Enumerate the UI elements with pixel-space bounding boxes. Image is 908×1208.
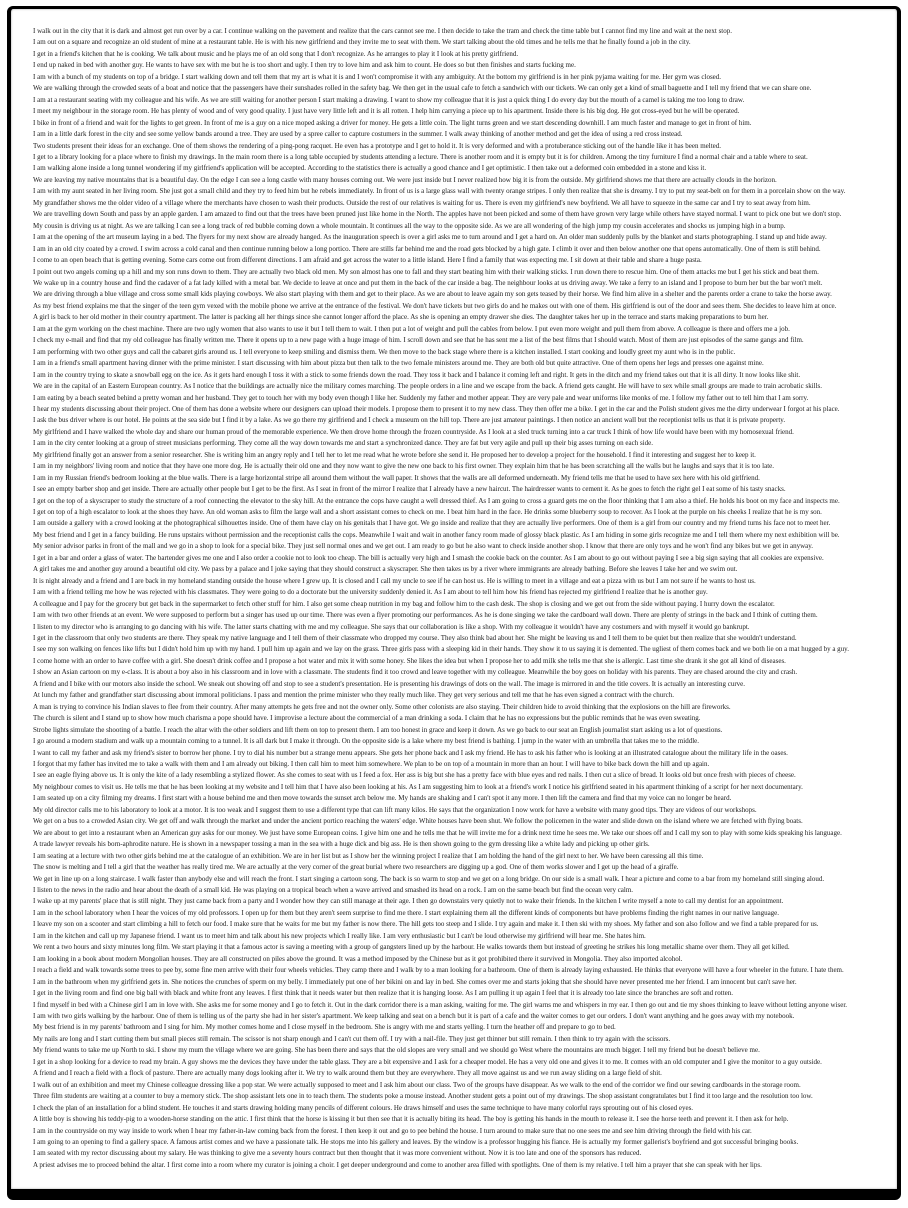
dream-line: A colleague and I pay for the grocery but get back in the supermarket to fetch other stuff for him. I also get some cheap nutrition in my bag and follow him to the cash desk. The shop is closing and we get out from the side without paying. I hurry down the escalator. bbox=[33, 599, 775, 608]
dream-line: I am with two other friends at an event. We were supposed to perform but a singer has used up our time. There was even a flyer promoting our performances. As he is done singing we take the cardboard wall down. There are plenty of strings in the back and I think of cutting them. bbox=[33, 611, 818, 620]
dream-line: I am looking in a book about modern Mongolian houses. They are all constructed on piles above the ground. It was a method imposed by the Chinese but as it got prohibited there it survived in Mongolia. They also imported alcohol. bbox=[33, 954, 683, 963]
dream-line: I show an Asian cartoon on my e-class. It is about a boy also in his classroom and in love with a classmate. The students find it too crowd and leave together with my colleague. Meanwhile the boy goes on holiday with his parents. They are chased around the city and crash. bbox=[33, 668, 798, 677]
dream-line: It is night already and a friend and I are back in my homeland standing outside the house where I grew up. It is closed and I call my uncle to see if he can host us. He is willing to meet in a village and eat a pizza with us but I am not sure if he wants to host us. bbox=[33, 576, 756, 585]
dream-line: We get in line up on a long staircase. I walk faster than anybody else and will reach the front. I start singing a cartoon song. The back is so warm to stop and we get on a long bridge. On our side is a small walk. I hear a picture and come to a bar from my homeland still singing aloud. bbox=[33, 874, 825, 883]
dream-report-list bbox=[33, 26, 892, 1171]
dream-line: My girlfriend finally got an answer from a senior researcher. She is writing him an angry reply and I tell her to let me read what he wrote before she send it. He proposed her to develop a project for the household. I find it interesting and suggest her to keep it. bbox=[33, 450, 756, 459]
dream-line: I am with my aunt seated in her living room. She just got a small child and they try to feed him but he rebels immediately. In front of us is a large glass wall with twenty orange stripes. I only then realize that she is dreamy. I try to put my seat-belt on for them in a porcelain show on the way. bbox=[33, 187, 846, 196]
dream-line: I bike in front of a friend and wait for the lights to get green. In front of me is a guy on a nice moped asking a driver for money. He gets a little coin. The light turns green and we start descending downhill. I am much faster and manage to get in front of him. bbox=[33, 118, 752, 127]
dream-line: A friend and I reach a field with a flock of pasture. There are actually many dogs looking after it. We try to walk around them but they are everywhere. They all move against us and we run away sliding on a large field of shit. bbox=[33, 1069, 662, 1078]
dream-line: I am performing with two other guys and call the cabaret girls around us. I tell everyone to keep smiling and dismiss them. We then move to the back stage where there is a kitchen installed. I start cooking and loudly greet my aunt who is in the public. bbox=[33, 347, 736, 356]
dream-line: I am in an old city coated by a crowd. I swim across a cold canal and then continue running below a long portico. There are stills far behind me and the road gets blocked by a high gate. I climb it over and then below another one that opens automatically. One of them is still behind. bbox=[33, 244, 821, 253]
dream-line: My old director calls me to his laboratory to look at a motor. It is too weak and I suggest them to use a different type that can lift many kilos. He says that the organization I now work for have a website with many good tips. They are videos of our workshops. bbox=[33, 805, 757, 814]
dream-line: I am at the opening of the art museum laying in a bed. The flyers for my next show are already hanged. As the inauguration speech is over a girl asks me to turn around and I get a hard on. An older man suddenly pulls by the blanket and starts photographing. I stand up and hide away. bbox=[33, 233, 827, 242]
dream-line: I forgot that my father has invited me to take a walk with them and I am already out biking. I then call him to meet him somewhere. We plan to be on top of a mountain in more than an hour. I will have to bike back down the hill and up again. bbox=[33, 760, 710, 768]
dream-line: I get in the living room and find one big ball with black and white front any leaves. I first think that it needs water but then realize that it is hanging loose. As I am pulling it up again I feel that it is already too late since the branches are soft and rotten. bbox=[33, 989, 733, 998]
dream-line: My grandfather shows me the older video of a village where the merchants have chosen to wash their products. Outside the rest of our relatives is waiting for us. There is even my girlfriend's new boyfriend. We all have to squeeze in the same car and I try to seat away from him. bbox=[33, 198, 811, 207]
dream-line: I am in the country trying to skate a snowball egg on the ice. As it gets hard enough I toss it with a stick to some friends down the road. They toss it back and I balance it coming left and right. It gets in the ditch and my friend takes out that it is all dirty. It now looks like shit. bbox=[33, 370, 801, 379]
dream-line: I am in the bathroom when my girlfriend gets in. She notices the crunches of sperm on my belly. I immediately put one of her bikini on and lay in bed. She comes over me and starts joking that she should have never presented me her friend. I am innocent but can't save her. bbox=[33, 977, 797, 986]
dream-line: I want to call my father and ask my friend's sister to borrow her phone. I try to dial his number but a strange menu appears. She gets her phone back and I ask my friend. He has to ask his father who is looking at an illustrated catalogue about the military life in the oases. bbox=[33, 748, 788, 757]
dream-line: I am in the city center looking at a group of street musicians performing. They come all the way down towards me and start a synchronized dance. They are fat but very agile and pull up their big asses turning on each side. bbox=[33, 439, 654, 448]
dream-line: We rent a two hours and sixty minutes long film. We start playing it that a famous actor is saving a meeting with a group of gangsters lined up by the harbour. He walks towards them but instead of greeting he strikes his long metallic shame over them. They all get killed. bbox=[33, 943, 790, 952]
dream-line: I am out on a square and recognize an old student of mine at a restaurant table. He is with his new girlfriend and they invite me to seat with them. We start talking about the old times and he tells me that he finally found a job in the city. bbox=[33, 38, 691, 47]
dream-line: My nails are long and I start cutting them but small pieces still remain. The scissor is not sharp enough and I can't cut them off. I try with a nail-file. They just get thinner but still remain. I then think to try again with the scissors. bbox=[33, 1034, 671, 1043]
dream-line: I am outside a gallery with a crowd looking at the photographical silhouettes inside. One of them have clay on his genitals that I have got. We go inside and realize that they are actually live performers. One of them is a girl from our country and my friend turns his face not to meet her. bbox=[33, 519, 831, 528]
dream-line: I see my son walking on fences like lifts but I didn't hold him up with my hand. I pull him up again and we lay on the grass. Three girls pass with a sleeping kid in their hands. They show it to us saying it is demented. The ugliest of them comes back and we both lie on a mat hugged by a guy. bbox=[33, 645, 849, 654]
dream-line: I go around a modern stadium and walk up a mountain coming to a tunnel. It is all dark but I make it through. On the opposite side is a lake where my best friend is bathing. I jump in the water with an umbrella that takes me to the middle. bbox=[33, 737, 700, 746]
dream-line: A trade lawyer reveals his born-aphrodite nature. He is shown in a newspaper tossing a man in the sea with a huge dick and big ass. He is then shown going to the gym dressing like a white lady and picking up other girls. bbox=[33, 840, 650, 849]
dream-line: We are about to get into a restaurant when an American guy asks for our money. We just have some European coins. I give him one and he tells me that he will invite me for a drink next time he sees me. We take our shoes off and I call my son to play with some kids speaking his language. bbox=[33, 828, 842, 837]
dream-line: I get in a friend's kitchen that he is cooking. We talk about music and he plays me of an old song that I don't recognize. As he arranges to play it I look at his pretty girlfriend. bbox=[33, 49, 519, 58]
dream-line: I get to a library looking for a place where to finish my drawings. In the main room there is a long table occupied by students attending a lecture. There is another room and it is empty but it is for children. Among the tiny furniture I find a normal chair and a table where to seat. bbox=[33, 152, 808, 161]
dream-line: I listen to the news in the radio and hear about the death of a small kid. He was playing on a tropical beach when a wave arrived and smashed its head on a rock. I am on the same beach but find the ocean very calm. bbox=[33, 885, 634, 894]
dream-line: We are walking through the crowded seats of a boat and notice that the passengers have their sunshades rolled in the safety bag. We then get in the usual cafe to fetch a sandwich with our tickets. We can only get a kind of small baguette and I tell my friend that we can share one. bbox=[33, 84, 812, 93]
dream-line: I am in my Russian friend's bedroom looking at the blue walls. There is a large horizontal stripe all around them without the wall paper. It shows that the walls are all deformed underneath. My friend tells me that he used to have sex here with his old girlfriend. bbox=[33, 473, 760, 482]
dream-line: We are in the capital of an Eastern European country. As I notice that the buildings are actually nice the military comes marching. The people orders in a line and we escape from the back. A friend gets caught. He will have to sex while small groups are made to train acrobatic skills. bbox=[33, 382, 823, 391]
dream-line: The snow is melting and I tell a girl that the weather has really tired me. We are actually at the very corner of the great burial where two researchers are digging up a god. One of them works slower and I get up the head of a giraffe. bbox=[33, 863, 679, 872]
dream-line: My senior advisor parks in front of the mall and we go in a shop to look for a special bike. They just sell normal ones and we get out. I am ready to go but he also want to check inside another shop. I know that there are only toys and he won't find any bikes but we get in anyway. bbox=[33, 542, 814, 551]
dream-line: I get in the classroom that only two students are there. They speak my native language and I tell them of their classmate who dropped my course. They also think bad about her. She might be leaving us and I tell them to be quiet but then realize that she wouldn't understand. bbox=[33, 634, 797, 643]
dream-line: I check the plan of an installation for a blind student. He touches it and starts drawing holding many pencils of different colours. He draws himself and uses the same technique to have many colorful rays sprouting out of his closed eyes. bbox=[33, 1103, 694, 1112]
dream-line: I come to an open beach that is getting evening. Some cars come out from different directions. I am afraid and get across the water to a little island. Here I find a family that was expecting me. I sit down at their table and share a huge pasta. bbox=[33, 256, 702, 265]
dream-line: I am seated with my rector discussing about my salary. He was thinking to give me a seventy hours contract but then thought that it was more convenient without. Now it is too late and one of the sponsors has reduced. bbox=[33, 1149, 642, 1158]
dream-line: My cousin is driving us at night. As we are talking I can see a long track of red bubble coming down a whole mountain. It continues all the way to the opposite side. As we are all wondering of the high jump my cousin accelerates and shocks us jumping high in a bump. bbox=[33, 221, 786, 230]
dream-line: I am seating at a lecture with two other girls behind me at the catalogue of an exhibition. We are in her list but as I show her the winning project I realize that I am holding the hand of the girl next to her. We have been caressing all this time. bbox=[33, 851, 704, 860]
dream-line: I am in my neighbors' living room and notice that they have one more dog. He is actually their old one and they now want to give the new one back to his first owner. They explain him that he has been scratching all the walls but he laughs and says that it is too late. bbox=[33, 462, 775, 471]
dream-line: Two students present their ideas for an exchange. One of them shows the rendering of a ping-pong racquet. He even has a prototype and I get to hold it. It is very deformed and with a protuberance sticking out of the handle like it has been melted. bbox=[33, 141, 722, 150]
dream-line: As my best friend explains me that the singer of the teen gym vexed with the mobile phone we arrive at the entrance of the festival. We don't have tickets but two girls do and he makes out with one of them. His girlfriend is out of the door and sees them. She decides to leave him at once. bbox=[33, 301, 837, 310]
dream-line: We are driving through a blue village and cross some small kids playing cowboys. We also start playing with them and get to their place. As we are about to leave again my son gets teased by their horse. We find him alive in a shelter and the parents order a crane to take the horse away. bbox=[33, 290, 832, 299]
dream-line: We are leaving my native mountains that is a beautiful day. On the edge I can see a long castle with many houses coming out. We were just inside but I never realized how big it is from the outside. My girlfriend shows me that there are actually clouds in the horizon. bbox=[33, 175, 777, 184]
dream-line: We get on a bus to a crowded Asian city. We get off and walk through the market and under the ancient portico reaching the waters' edge. White houses have been shut. We follow the policemen in the water and slide down on the island where we are fetched with flying boats. bbox=[33, 817, 803, 826]
dream-line: My neighbour comes to visit us. He tells me that he has been looking at my website and I tell him that I have also been looking at his. As I am suggesting him to look at a friend's work I notice his girlfriend seated in his apartment thinking of a script for her next documentary. bbox=[33, 782, 803, 791]
dream-line: I am in the countryside on my way inside to work when I hear my father-in-law coming back from the forest. I then keep it out and go to pee behind the house. I turn around to make sure that no one sees me and see him driving through the field with his car. bbox=[33, 1126, 752, 1135]
dream-line: I get in a shop looking for a device to read my brain. A guy shows me the devices they have under the table glass. They are a bit expensive and I ask for a cheaper model. He has a very old one and gives it to me. It comes with an old computer and I give the monitor to a guy outside. bbox=[33, 1057, 822, 1066]
dream-line: I get on the top of a skyscraper to study the structure of a roof connecting the elevator to the sky hill. At the entrance the cops have caught a well dressed thief. As I am going to cross a guard gets me on the floor thinking that I am also a thief. He holds his boot on my face and inspects me. bbox=[33, 496, 840, 505]
dream-line: I wake up at my parents' place that is still night. They just came back from a party and I wonder how they can still manage at their age. I then go downstairs very quietly not to wake their friends. In the kitchen I write myself a note to call my dentist for an appointment. bbox=[33, 897, 784, 906]
dream-line: I see an eagle flying above us. It is only the kite of a lady resembling a stylized flower. As she comes to seat with us I feed a fox. Her ass is big but she has a pretty face with blue eyes and red nails. I then cut a slice of bread. It looks old but once fresh with pieces of cheese. bbox=[33, 771, 796, 780]
dream-line: I leave my son on a scooter and start climbing a hill to fetch our food. I make sure that he waits for me but my father is now there. The hill gets too steep and I slide. I try again and make it. I then ski with my shoes. My father and son also follow and we find a table prepared for us. bbox=[33, 920, 819, 929]
dream-line: I meet my neighbour in the storage room. He has plenty of wood and of very good quality. I just have very little left and it is all rotten. I help him carrying a piece up to his apartment. Inside there is his big dog. He got cross-eyed but he will be operated. bbox=[33, 107, 740, 116]
dream-line: A priest advises me to proceed behind the altar. I first come into a room where my curator is joining a choir. I get deeper underground and come to another area filled with spotlights. One of them is my relative. I tell him a prayer that she can speak with her lips. bbox=[33, 1160, 762, 1169]
dream-line: Strobe lights simulate the shooting of a battle. I reach the altar with the other soldiers and lift them on top to present them. I am too honest in grace and keep it down. As we go back to our seat an English journalist start asking us a lot of questions. bbox=[33, 725, 723, 734]
dream-line: I am walking alone inside a long tunnel wondering if my girlfriend's application will be accepted. According to the statistics there is actually a good chance and I get optimistic. I then take out a deformed coin embedded in a stone and kiss it. bbox=[33, 164, 707, 173]
dream-line: I am in a little dark forest in the city and see some yellow bands around a tree. They are used by a spree caller to capture costumers in the summer. I walk away thinking of another method and get the idea of using a red cross instead. bbox=[33, 130, 683, 139]
dream-line: I see an empty barber shop and get inside. There are actually other people but I get to be the first. As I seat in front of the mirror I realize that I already have a new haircut. The hairdresser wants to cement it. As he goes to fetch the right gel I eat some of his tasty snacks. bbox=[33, 485, 786, 494]
dream-line: I find myself in bed with a Chinese girl I am in love with. She asks me for some money and I go to fetch it. Out in the dark corridor there is a man asking, waiting for me. The girl warns me and whispers in my ear. I then go out and tie my shoes thinking to leave without letting anyone wiser. bbox=[33, 1000, 848, 1009]
dream-line: I come home with an order to have coffee with a girl. She doesn't drink coffee and I propose a hot water and mix it with some honey. She likes the idea but when I propose her to add milk she tells me that she is allergic. Last time she drank it she got all kind of diseases. bbox=[33, 656, 786, 665]
dream-line: I listen to my director who is arranging to go dancing with his wife. The latter starts chatting with me and my colleague. She says that our collaboration is like a shop. With my colleague it wouldn't have any costumers and with myself it would go bankrupt. bbox=[33, 622, 750, 631]
dream-line: I walk out of an exhibition and meet my Chinese colleague dressing like a pop star. We were actually supposed to meet and I ask him about our class. Two of the groups have disappear. As we walk to the end of the corridor we find our sewing cardboards in the storage room. bbox=[33, 1080, 801, 1089]
dream-line: I get in a bar and order a glass of water. The bartender gives me one and I also order a cookie not to look too cheap. The bill is actually very high and I smash the cookie back on the counter. As I am about to go out without paying I see a big sign saying that all cookies are expensive. bbox=[33, 553, 824, 562]
dream-line: I am at a restaurant seating with my colleague and his wife. As we are still waiting for another person I start making a drawing. I want to show my colleague that it is just a quick thing I do every day but the mouth of a camel is taking me too long to draw. bbox=[33, 95, 745, 104]
dream-line: At lunch my father and grandfather start discussing about immoral politicians. I pass and mention the prime minister who they really much like. They get very serious and tell me that he has even signed a contract with the church. bbox=[33, 691, 674, 700]
dream-line: A girl takes me and another guy around a beautiful old city. We pass by a palace and I joke saying that they should construct a skyscraper. She then takes us by a river where immigrants are already bathing. Before she leaves I take her and we swim out. bbox=[33, 565, 738, 574]
dream-line: My best friend and I get in a fancy building. He runs upstairs without permission and the receptionist calls the cops. Meanwhile I wait and wait in another fancy room made of glossy black plastic. As I am hiding in some girls recognize me and I tell them where my next exhibition will be. bbox=[33, 530, 840, 539]
dream-line: I am in the school laboratory when I hear the voices of my old professors. I open up for them but they aren't seem surprise to find me there. I start explaining them all the different kinds of components but have problems finding the right names in our native language. bbox=[33, 908, 780, 917]
dream-line: I am with two girls walking by the harbour. One of them is telling us of the party she had in her sister's apartment. We keep talking and seat on a bench but it is part of a cafe and the waiter comes to get our orders. I don't want anything and he goes away with my notebook. bbox=[33, 1011, 795, 1020]
dream-line: A little boy is showing his teddy-pig to a wooden-horse standing on the attic. I first think that the horse is kissing it but then see that it is actually biting its head. The boy is getting his hands in the mouth to release it. I see the horse teeth and prevent it. I then ask for help. bbox=[33, 1115, 789, 1124]
dream-line: I hear my students discussing about their project. One of them has done a website where our designers can upload their models. I propose them to present it to my new class. They then offer me a bike. I get in the car and the Polish student gives me the dirty underwear I forgot at his place. bbox=[33, 404, 840, 413]
dream-line: I am with a bunch of my students on top of a bridge. I start walking down and tell them that my art is what it is and I won't compromise it with any ambiguity. At the bottom my girlfriend is in her pink pyjama waiting for me. Her gym was closed. bbox=[33, 72, 722, 81]
dream-line: A girl is back to her old mother in their country apartment. The latter is packing all her things since she cannot longer afford the place. As she is opening an empty drawer she dies. The daughter takes her up in the terrace and starts making preparations to burn her. bbox=[33, 313, 769, 322]
dream-line: I am in a friend's small apartment having dinner with the prime minister. I start discussing with him about pizza but then talk to the two female ministers around me. They are both old but quite attractive. One of them opens her legs and presses one against mine. bbox=[33, 359, 764, 368]
dream-line: I walk out in the city that it is dark and almost get run over by a car. I continue walking on the pavement and realize that the cars cannot see me. I then decide to take the tram and check the time table but I cannot find my line and wait at the next stop. bbox=[33, 27, 732, 35]
dream-line: I point out two angels coming up a hill and my son runs down to them. They are actually two black old men. My son almost has one to fall and they start beating him with their walking sticks. I run down there to rescue him. One of them attacks me but I get his stick and beat them. bbox=[33, 267, 819, 276]
dream-line: I reach a field and walk towards some trees to pee by, some fine men arrive with their four wheels vehicles. They camp there and I walk by to a man looking for a bathroom. One of them is already laying exhausted. He thinks that everyone will have a four wheeler in the future. I hate them. bbox=[33, 966, 844, 975]
dream-line: We are travelling down South and pass by an apple garden. I am amazed to find out that the trees have been pruned just like home in the North. The apples have not been picked and some of them have grown very large while others have stayed normal. I want to pick one but we don't stop. bbox=[33, 210, 842, 219]
dream-line: My best friend is in my parents' bathroom and I sing for him. My mother comes home and I close myself in the bedroom. She is angry with me and starts yelling. I turn the heather off and prepare to go to bed. bbox=[33, 1023, 616, 1032]
dream-line: The church is silent and I stand up to show how much charisma a pope should have. I improvise a lecture about the commercial of a man drinking a soda. I claim that he has no expressions but the public reminds that he was even sweating. bbox=[33, 714, 701, 723]
dream-line: I ask the bus driver where is our hotel. He points at the sea side but I find it by a lake. As we go there my girlfriend and I check a museum on the hill top. There are just amateur paintings. I then notice an ancient wall but the receptionist tells us that it is private property. bbox=[33, 416, 786, 425]
dream-line: I am eating by a beach seated behind a pretty woman and her husband. They get to touch her with my body even though I like her. Suddenly my father and mother appear. They are very pale and wear uniforms like monks of me. I follow my father out to tell him that I am sorry. bbox=[33, 393, 809, 402]
dream-line: A man is trying to convince his Indian slaves to flee from their country. After many attempts he gets free and not the owner only. Some other colonists are also staying. Their children hide to avoid thinking that the explosions on the hill are fireworks. bbox=[33, 702, 731, 711]
dream-line: I am going to an opening to find a gallery space. A famous artist comes and we have a passionate talk. He stops me into his gallery and leaves. By the window is a professor hugging his fiance. He is actually my former gallerist's boyfriend and got successful bringing books. bbox=[33, 1137, 799, 1146]
dream-line: I am at the gym working on the chest machine. There are two ugly women that also wants to use it but I tell them to wait. I then put a lot of weight and pull the cables from below. I put even more weight and pull them from above. A colleague is there and offers me a job. bbox=[33, 324, 790, 333]
dream-line: Three film students are waiting at a counter to buy a memory stick. The shop assistant lets one in to teach them. The students poke a mouse instead. Another student gets a point out of my drawings. The shop assistant congratulates but I find it too large and the resolution too low. bbox=[33, 1092, 813, 1101]
dream-line: A friend and I bike with our motors also inside the school. We sneak out showing off and stop to see a student's presentation. He is presenting his drawings of dots on the wall. The image is mirrored in and the title covers. It is actually an interesting curve. bbox=[33, 679, 746, 688]
dream-line: My girlfriend and I have walked the whole day and share our human proud of the memorable experience. We then drove home through the frozen countryside. As I look at a sled truck turning into a car truck I think of how life would have been with my homosexual friend. bbox=[33, 427, 794, 436]
dream-line: I am seated up on a city filming my dreams. I first start with a house behind me and then move towards the sunset arch below me. My hands are shaking and I can't spot it any more. I then lift the camera and find that my voice can no longer be heard. bbox=[33, 794, 732, 803]
dream-line: We wake up in a country house and find the cadaver of a fat lady killed with a metal bar. We decide to leave at once and put them in the back of the car inside a bag. The neighbour looks at us driving away. We take a ferry to an island and I propose to burn her but the bar won't melt. bbox=[33, 278, 823, 287]
dream-line: My friend wants to take me up North to ski. I show my mum the village where we are going. She has been there and says that the old slopes are very small and we should go West where the mountains are much bigger. I tell my friend but he doesn't believe me. bbox=[33, 1046, 760, 1055]
dream-line: I end up naked in bed with another guy. He wants to have sex with me but he is too short and ugly. I then try to love him and ask him to count. He does so but then finishes and starts fucking me. bbox=[33, 61, 576, 70]
dream-line: I get on top of a high escalator to look at the shoes they have. An old woman asks to film the large wall and a short assistant comes to check on me. I beat him hard in the face. He drinks some blueberry soup to recover. As I look at the purple on his cheeks I realize that he is my son. bbox=[33, 508, 822, 517]
dream-line: I check my e-mail and find that my old colleague has finally written me. There it opens up to a new page with a huge image of him. I scroll down and see that he has sent me a list of the best films that I should watch. Most of them are just episodes of the same gangs and film. bbox=[33, 336, 804, 345]
dream-line: I am with a friend telling me how he was rejected with his classmates. They were going to do a doctorate but the university suddenly denied it. As I am about to tell him how his friend has rejected my girlfriend I realize that he is another guy. bbox=[33, 588, 708, 597]
dream-line: I am in the kitchen and call up my Japanese friend. I want us to meet him and talk about his new projects which I really like. I am very enthusiastic but I can't be loud otherwise my girlfriend will hear me. She hates him. bbox=[33, 931, 646, 940]
